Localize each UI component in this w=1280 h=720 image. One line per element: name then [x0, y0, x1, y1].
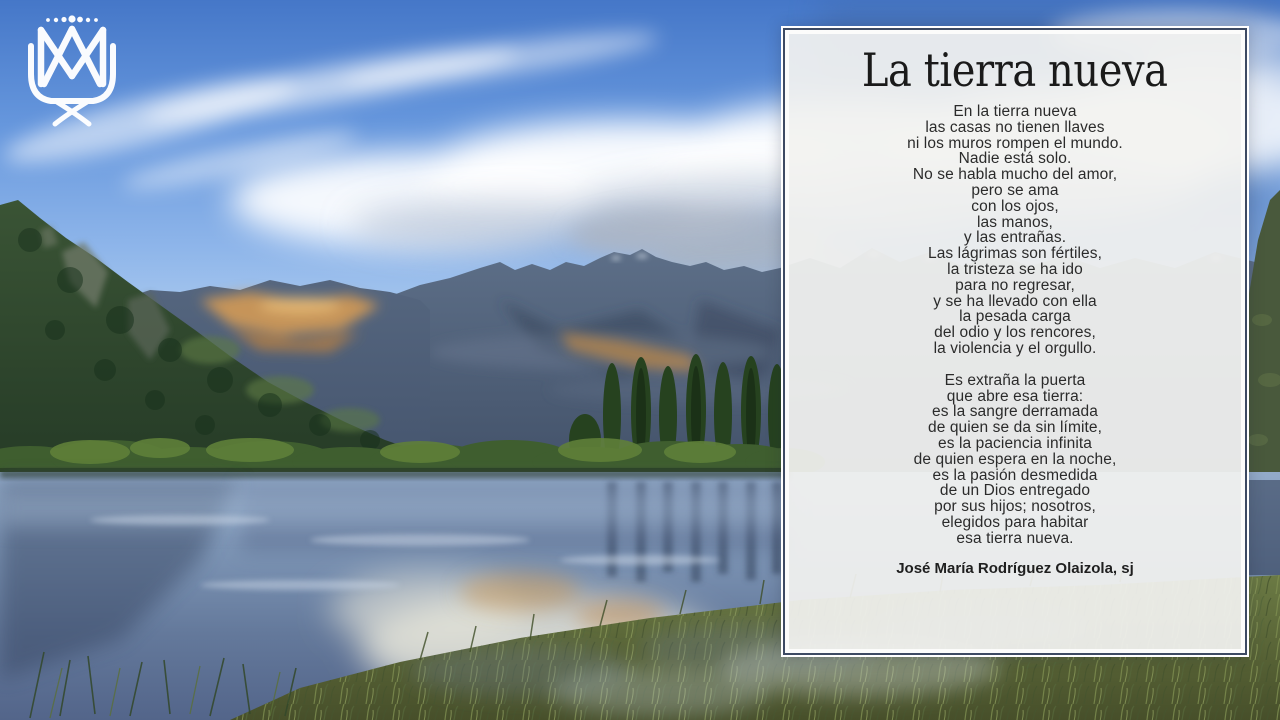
crown-dots: [46, 15, 98, 22]
ribbon-bow: [55, 102, 89, 124]
poem-stanza: [789, 373, 1241, 547]
poem-line: esa tierra nueva.: [956, 529, 1074, 547]
poem-title: La tierra nueva: [862, 43, 1168, 97]
poem-line: la tristeza se ha ido: [947, 260, 1083, 278]
poem-panel: [781, 26, 1249, 657]
poem-line: las casas no tienen llaves: [925, 118, 1105, 136]
poem-line: con los ojos,: [971, 197, 1059, 215]
poem-line: para no regresar,: [955, 276, 1075, 294]
poem-line: la violencia y el orgullo.: [933, 339, 1097, 357]
poem-line: En la tierra nueva: [953, 103, 1077, 120]
ave-maria-logo-icon: [27, 11, 117, 131]
poem-panel-inner-frame: [783, 28, 1247, 655]
poem-line: No se habla mucho del amor,: [912, 166, 1118, 184]
poem-line: de quien se da sin límite,: [927, 419, 1103, 437]
poem-line: de quien espera en la noche,: [913, 450, 1117, 468]
poem-author: José María Rodríguez Olaizola, sj: [896, 559, 1134, 577]
poem-line: es la paciencia infinita: [937, 434, 1093, 452]
poem-line: del odio y los rencores,: [934, 324, 1096, 342]
poem-line: las manos,: [977, 213, 1053, 231]
poem-line: elegidos para habitar: [941, 513, 1089, 531]
poem-line: es la sangre derramada: [932, 403, 1098, 421]
poem-line: que abre esa tierra:: [946, 387, 1084, 405]
poem-line: y las entrañas.: [963, 229, 1067, 247]
poem-line: de un Dios entregado: [939, 482, 1091, 500]
poem-line: ni los muros rompen el mundo.: [907, 134, 1123, 152]
poem-stanza: [789, 104, 1241, 357]
poem-line: pero se ama: [971, 181, 1059, 199]
poem-line: la pesada carga: [959, 308, 1071, 326]
poem-line: es la pasión desmedida: [932, 466, 1098, 484]
poem-line: Nadie está solo.: [958, 150, 1072, 168]
am-monogram: [41, 29, 103, 84]
poem-body: [789, 104, 1241, 547]
poem-line: Es extraña la puerta: [944, 371, 1086, 389]
poem-line: Las lágrimas son fértiles,: [927, 245, 1103, 263]
poem-line: y se ha llevado con ella: [933, 292, 1097, 310]
poem-panel-mat: [785, 30, 1245, 653]
poem-line: por sus hijos; nosotros,: [934, 498, 1096, 516]
